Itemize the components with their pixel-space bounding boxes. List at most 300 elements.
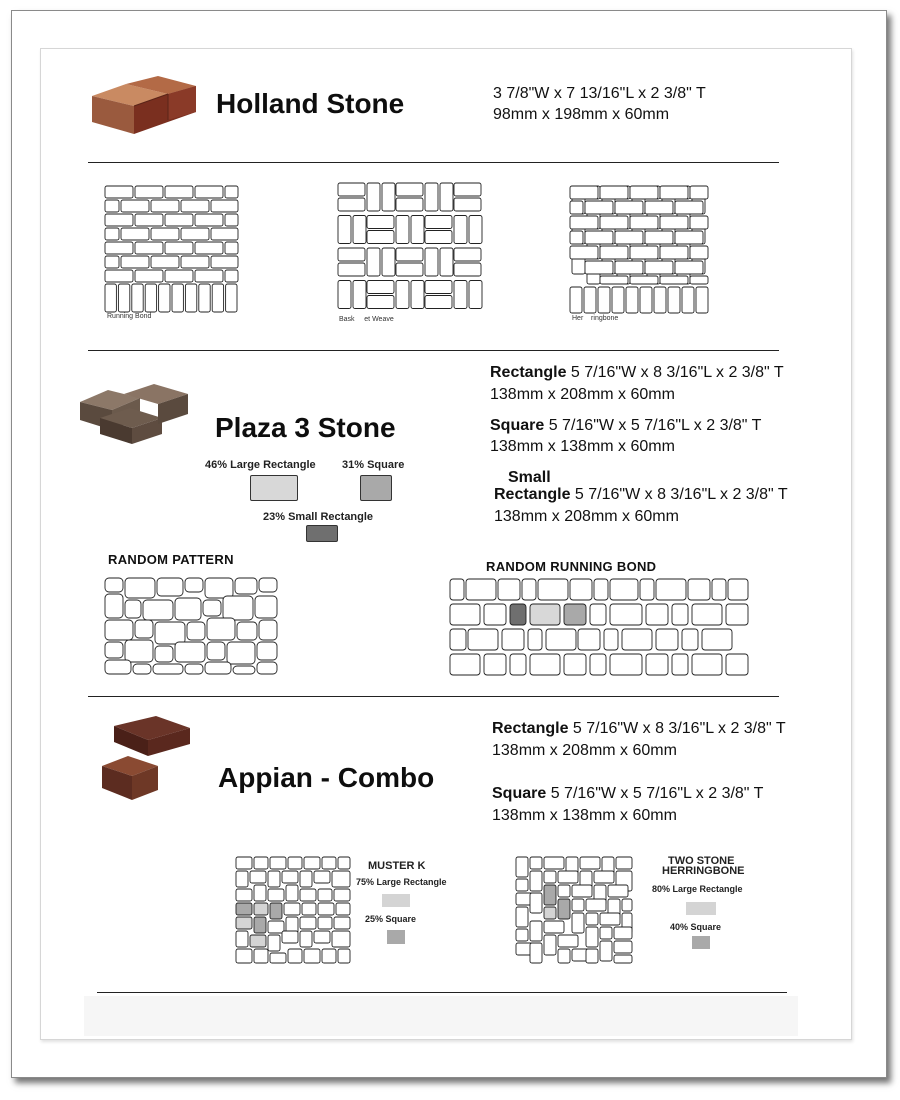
paver-brick	[696, 287, 708, 313]
paver-brick	[558, 935, 578, 947]
paver-brick	[469, 281, 482, 309]
appian-square-spec	[492, 784, 763, 804]
paver-brick	[692, 654, 722, 675]
paver-brick	[572, 899, 584, 911]
paver-brick	[181, 256, 209, 268]
paver-brick	[332, 871, 350, 887]
paver-brick	[598, 287, 610, 313]
paver-brick	[322, 857, 336, 869]
paver-brick	[225, 214, 238, 226]
herringbone-pattern	[570, 186, 710, 314]
two-stone-title-line1: TWO STONE	[668, 855, 735, 867]
paver-brick	[454, 248, 481, 261]
paver-brick	[211, 256, 238, 268]
paver-brick	[660, 216, 688, 229]
paver-brick	[586, 899, 606, 911]
paver-brick	[236, 857, 252, 869]
paver-brick	[338, 281, 351, 309]
paver-brick	[338, 248, 365, 261]
paver-brick	[646, 654, 668, 675]
paver-brick	[300, 917, 316, 929]
paver-brick	[338, 263, 365, 276]
paver-brick	[614, 927, 632, 939]
paver-brick	[675, 261, 703, 274]
paver-brick	[268, 935, 280, 951]
plaza-square-dims: 5 7/16"W x 5 7/16"L x 2 3/8" T	[548, 417, 762, 434]
paver-brick	[610, 579, 638, 600]
paver-brick	[615, 231, 643, 244]
plaza-small-rect-spec	[494, 485, 788, 505]
paver-brick	[626, 287, 638, 313]
paver-brick	[586, 949, 598, 963]
paver-brick	[396, 198, 423, 211]
paver-brick	[564, 654, 586, 675]
paver-brick	[528, 629, 542, 650]
plaza-3-stone-title: Plaza 3 Stone	[215, 412, 396, 443]
paver-brick	[630, 216, 658, 229]
paver-brick	[660, 246, 688, 259]
paver-brick	[614, 955, 632, 963]
paver-brick	[584, 287, 596, 313]
paver-brick	[586, 927, 598, 947]
paver-brick	[367, 281, 394, 294]
paver-brick	[195, 214, 223, 226]
paver-brick	[175, 642, 205, 662]
paver-brick	[257, 642, 277, 660]
paver-brick	[165, 242, 193, 254]
paver-brick	[544, 935, 556, 955]
paver-brick	[425, 248, 438, 276]
highlighted-paver	[250, 935, 266, 947]
two-stone-mix-square-label: 40% Square	[670, 922, 722, 932]
paver-brick	[155, 646, 173, 662]
paver-brick	[270, 953, 286, 963]
paver-brick	[594, 871, 614, 883]
paver-brick	[225, 186, 238, 198]
paver-brick	[510, 654, 526, 675]
paver-brick	[268, 871, 280, 887]
paver-brick	[257, 662, 277, 674]
paver-brick	[302, 903, 316, 915]
paver-brick	[645, 261, 673, 274]
paver-brick	[425, 231, 452, 244]
paver-brick	[600, 276, 628, 284]
paver-brick	[454, 198, 481, 211]
highlighted-paver	[544, 885, 556, 905]
paver-brick	[284, 903, 300, 915]
paver-brick	[334, 917, 350, 929]
divider-1	[88, 162, 779, 163]
plaza-rectangle-label: Rectangle	[490, 364, 567, 381]
paver-brick	[570, 216, 598, 229]
random-running-bond-title: RANDOM RUNNING BOND	[486, 559, 657, 574]
paver-brick	[411, 281, 424, 309]
paver-brick	[304, 949, 320, 963]
paver-brick	[630, 276, 658, 284]
paver-brick	[159, 284, 170, 312]
appian-rectangle-label: Rectangle	[492, 720, 569, 737]
paver-brick	[675, 201, 703, 214]
paver-brick	[338, 183, 365, 196]
paver-brick	[175, 598, 201, 620]
paver-brick	[610, 604, 642, 625]
appian-square-metric: 138mm x 138mm x 60mm	[492, 807, 677, 824]
paver-brick	[286, 885, 298, 901]
paver-brick	[425, 183, 438, 211]
paver-brick	[726, 654, 748, 675]
paver-brick	[318, 889, 332, 901]
holland-stone-dims-metric: 98mm x 198mm x 60mm	[493, 106, 670, 123]
paver-brick	[145, 284, 156, 312]
paver-brick	[600, 246, 628, 259]
paver-brick	[211, 200, 238, 212]
paver-brick	[237, 622, 257, 640]
paver-brick	[454, 263, 481, 276]
paver-brick	[105, 200, 119, 212]
paver-brick	[454, 281, 467, 309]
paver-brick	[690, 216, 708, 229]
muster-k-square-swatch	[387, 930, 405, 944]
paver-brick	[690, 246, 708, 259]
muster-k-rect-swatch	[382, 894, 410, 907]
paver-brick	[645, 231, 673, 244]
paver-brick	[530, 654, 560, 675]
paver-brick	[630, 246, 658, 259]
paver-brick	[668, 287, 680, 313]
paver-brick	[367, 296, 394, 309]
paver-brick	[622, 899, 632, 911]
paver-brick	[187, 622, 205, 640]
footer-band	[84, 996, 798, 1036]
paver-brick	[105, 256, 119, 268]
paver-brick	[656, 579, 686, 600]
paver-brick	[105, 660, 131, 674]
plaza-square-spec	[490, 416, 761, 436]
paver-brick	[236, 871, 248, 887]
paver-brick	[227, 642, 255, 664]
paver-brick	[226, 284, 237, 312]
paver-brick	[282, 931, 298, 943]
paver-brick	[121, 256, 149, 268]
two-stone-herringbone-diagram	[516, 857, 634, 965]
large-rectangle-swatch	[250, 475, 298, 501]
paver-brick	[205, 662, 231, 674]
paver-brick	[135, 242, 163, 254]
paver-brick	[600, 927, 612, 939]
paver-brick	[396, 263, 423, 276]
paver-brick	[300, 871, 312, 887]
paver-brick	[151, 228, 179, 240]
plaza-small-rect-label: Rectangle	[494, 486, 571, 503]
paver-brick	[255, 596, 277, 618]
paver-brick	[688, 579, 710, 600]
paver-brick	[425, 281, 452, 294]
paver-brick	[614, 941, 632, 953]
random-running-bond-diagram	[450, 579, 750, 679]
muster-k-title: MUSTER K	[368, 860, 426, 872]
paver-brick	[728, 579, 748, 600]
paver-brick	[225, 242, 238, 254]
paver-brick	[105, 270, 133, 282]
paver-brick	[450, 579, 464, 600]
paver-brick	[600, 941, 612, 961]
paver-brick	[382, 183, 395, 211]
paver-brick	[322, 949, 336, 963]
paver-brick	[259, 620, 277, 640]
plaza-square-metric: 138mm x 138mm x 60mm	[490, 438, 675, 455]
paver-brick	[236, 889, 252, 901]
muster-k-mix-rect-label: 75% Large Rectangle	[356, 877, 447, 887]
appian-rectangle-metric: 138mm x 208mm x 60mm	[492, 742, 677, 759]
paver-brick	[516, 857, 528, 877]
paver-brick	[105, 186, 133, 198]
highlighted-paver	[544, 907, 556, 919]
holland-stone-title: Holland Stone	[216, 88, 405, 119]
paver-brick	[181, 200, 209, 212]
paver-brick	[185, 284, 196, 312]
paver-brick	[572, 885, 592, 897]
two-stone-mix-rect-label: 80% Large Rectangle	[652, 884, 743, 894]
paver-brick	[338, 857, 350, 869]
muster-k-mix-square-label: 25% Square	[365, 914, 417, 924]
paver-brick	[334, 889, 350, 901]
paver-brick	[396, 216, 409, 244]
paver-brick	[646, 604, 668, 625]
paver-brick	[558, 885, 570, 897]
paver-brick	[199, 284, 210, 312]
paver-brick	[367, 248, 380, 276]
paver-brick	[125, 578, 155, 598]
paver-brick	[300, 889, 316, 901]
paver-brick	[105, 228, 119, 240]
paver-brick	[288, 857, 302, 869]
paver-brick	[223, 596, 253, 620]
paver-brick	[702, 629, 732, 650]
paver-brick	[450, 629, 466, 650]
paver-brick	[143, 600, 173, 620]
paver-brick	[660, 276, 688, 284]
paver-brick	[590, 604, 606, 625]
mix-small-rectangle-label: 23% Small Rectangle	[263, 511, 374, 523]
paver-brick	[338, 198, 365, 211]
paver-brick	[135, 214, 163, 226]
paver-brick	[672, 604, 688, 625]
paver-brick	[585, 231, 613, 244]
plaza-small-rect-label-line1: Small	[508, 469, 551, 486]
paver-brick	[580, 857, 600, 869]
paver-brick	[338, 216, 351, 244]
paver-brick	[608, 885, 628, 897]
paver-brick	[546, 629, 576, 650]
two-stone-rect-swatch	[686, 902, 716, 915]
paver-brick	[207, 642, 225, 660]
paver-brick	[468, 629, 498, 650]
paver-brick	[690, 276, 708, 284]
paver-brick	[610, 654, 642, 675]
plaza-3-stone-photo	[80, 384, 190, 446]
paver-brick	[151, 256, 179, 268]
basket-weave-label: Bask et Weave	[339, 316, 394, 323]
plaza-rectangle-dims: 5 7/16"W x 8 3/16"L x 2 3/8" T	[570, 364, 784, 381]
paver-brick	[615, 261, 643, 274]
paver-brick	[612, 287, 624, 313]
paver-brick	[672, 654, 688, 675]
paver-brick	[640, 287, 652, 313]
paver-brick	[590, 654, 606, 675]
divider-3	[88, 696, 779, 697]
paver-brick	[682, 287, 694, 313]
paver-brick	[558, 871, 578, 883]
paver-brick	[640, 579, 654, 600]
paver-brick	[570, 231, 583, 244]
paver-brick	[207, 618, 235, 640]
paver-brick	[396, 183, 423, 196]
basket-weave-pattern	[338, 183, 483, 313]
paver-brick	[236, 949, 252, 963]
paver-brick	[195, 186, 223, 198]
paver-brick	[498, 579, 520, 600]
paver-brick	[594, 579, 608, 600]
paver-brick	[336, 903, 350, 915]
running-bond-pattern	[105, 186, 240, 314]
paver-brick	[367, 231, 394, 244]
paver-brick	[254, 949, 268, 963]
paver-brick	[586, 913, 598, 925]
paver-brick	[425, 296, 452, 309]
two-stone-title-line2: HERRINGBONE	[662, 865, 745, 877]
paver-brick	[135, 620, 153, 638]
paver-brick	[105, 594, 123, 618]
paver-brick	[516, 879, 528, 891]
paver-brick	[153, 664, 183, 674]
paver-brick	[690, 186, 708, 199]
paver-brick	[450, 604, 480, 625]
paver-brick	[544, 921, 564, 933]
paver-brick	[353, 281, 366, 309]
paver-brick	[105, 620, 133, 640]
paver-brick	[157, 578, 183, 596]
paver-brick	[367, 183, 380, 211]
plaza-small-rect-metric: 138mm x 208mm x 60mm	[494, 508, 679, 525]
paver-brick	[450, 654, 480, 675]
paver-brick	[516, 907, 528, 927]
highlighted-paver	[558, 899, 570, 919]
paver-brick	[268, 921, 284, 933]
plaza-small-rect-dims: 5 7/16"W x 8 3/16"L x 2 3/8" T	[574, 486, 788, 503]
paver-brick	[411, 216, 424, 244]
paver-brick	[118, 284, 129, 312]
paver-brick	[484, 654, 506, 675]
paver-brick	[288, 949, 302, 963]
paver-brick	[165, 214, 193, 226]
paver-brick	[185, 664, 203, 674]
paver-brick	[125, 600, 141, 618]
paver-brick	[469, 216, 482, 244]
paver-brick	[692, 604, 722, 625]
plaza-rectangle-spec	[490, 363, 784, 383]
paver-brick	[675, 231, 703, 244]
paver-brick	[530, 857, 542, 869]
highlighted-paver	[254, 917, 266, 933]
paver-brick	[600, 216, 628, 229]
appian-combo-photo	[100, 716, 192, 802]
paver-brick	[466, 579, 496, 600]
paver-brick	[396, 248, 423, 261]
running-bond-label: Running Bond	[107, 313, 152, 320]
mix-large-rectangle-label: 46% Large Rectangle	[205, 459, 316, 471]
highlighted-paver	[236, 903, 252, 915]
paver-brick	[530, 943, 542, 963]
appian-square-label: Square	[492, 785, 547, 802]
paver-brick	[656, 629, 678, 650]
paver-brick	[538, 579, 568, 600]
paver-brick	[615, 201, 643, 214]
paver-brick	[205, 578, 233, 598]
highlighted-paver	[510, 604, 526, 625]
paver-brick	[318, 917, 332, 929]
paver-brick	[195, 242, 223, 254]
square-swatch	[360, 475, 392, 501]
paver-brick	[135, 270, 163, 282]
small-rectangle-swatch	[306, 525, 338, 542]
paver-brick	[300, 931, 312, 947]
paver-brick	[558, 949, 570, 963]
paver-brick	[105, 242, 133, 254]
paver-brick	[367, 216, 394, 229]
mix-square-label: 31% Square	[342, 459, 405, 471]
paver-brick	[211, 228, 238, 240]
paver-brick	[155, 622, 185, 644]
paver-brick	[121, 200, 149, 212]
paver-brick	[105, 642, 123, 658]
paver-brick	[254, 885, 266, 901]
paver-brick	[578, 629, 600, 650]
paver-brick	[425, 216, 452, 229]
paver-brick	[522, 579, 536, 600]
herringbone-label: Her ringbone	[572, 315, 619, 322]
paver-brick	[516, 929, 528, 941]
paver-brick	[572, 913, 584, 933]
divider-2	[88, 350, 779, 351]
appian-square-dims: 5 7/16"W x 5 7/16"L x 2 3/8" T	[550, 785, 764, 802]
paver-brick	[484, 604, 506, 625]
muster-k-diagram	[236, 857, 350, 965]
paver-brick	[585, 201, 613, 214]
paver-brick	[332, 931, 350, 947]
highlighted-paver	[236, 917, 252, 929]
highlighted-paver	[270, 903, 282, 919]
paver-brick	[544, 857, 564, 869]
divider-4	[97, 992, 787, 993]
paver-brick	[165, 186, 193, 198]
appian-rectangle-spec	[492, 719, 786, 739]
paver-brick	[338, 949, 350, 963]
paver-brick	[185, 578, 203, 592]
paver-brick	[203, 600, 221, 616]
paver-brick	[132, 284, 143, 312]
highlighted-paver	[254, 903, 268, 915]
two-stone-square-swatch	[692, 936, 710, 949]
highlighted-paver	[530, 604, 560, 625]
paver-brick	[135, 186, 163, 198]
paver-brick	[570, 201, 583, 214]
appian-combo-title: Appian - Combo	[218, 762, 435, 793]
paver-brick	[282, 871, 298, 883]
paver-brick	[454, 183, 481, 196]
paver-brick	[105, 578, 123, 592]
paver-brick	[270, 857, 286, 869]
paver-brick	[530, 893, 542, 913]
